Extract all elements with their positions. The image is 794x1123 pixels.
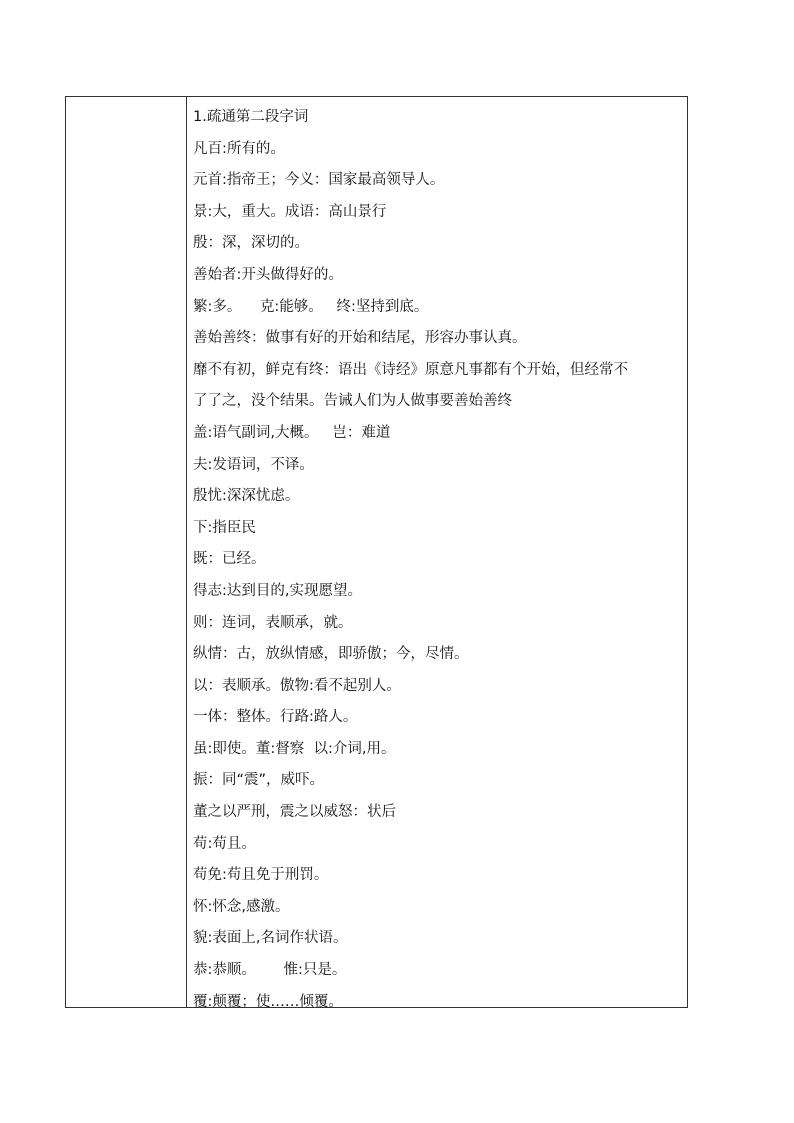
note-line: 了了之，没个结果。告诫人们为人做事要善始善终 xyxy=(193,393,512,410)
note-line: 凡百:所有的。 xyxy=(193,140,285,157)
note-line: 元首:指帝王；今义：国家最高领导人。 xyxy=(193,172,445,189)
note-line: 苟:苟且。 xyxy=(193,835,256,852)
note-line: 覆:颠覆；使……倾覆。 xyxy=(193,993,343,1010)
notes-table xyxy=(65,96,688,1008)
note-line: 夫:发语词，不译。 xyxy=(193,456,314,473)
note-line: 虽:即使。董:督察 以:介词,用。 xyxy=(193,740,396,757)
note-line: 景:大，重大。成语：高山景行 xyxy=(193,203,387,220)
table-right-cell xyxy=(187,97,687,1010)
note-line: 盖:语气副词,大概。 岂：难道 xyxy=(193,424,391,441)
note-line: 繁:多。 克:能够。 终:坚持到底。 xyxy=(193,298,429,315)
note-line: 殷：深，深切的。 xyxy=(193,235,309,252)
note-line: 善始善终：做事有好的开始和结尾，形容办事认真。 xyxy=(193,330,527,347)
note-line: 靡不有初，鲜克有终：语出《诗经》原意凡事都有个开始，但经常不 xyxy=(193,361,628,378)
note-line: 貌:表面上,名词作状语。 xyxy=(193,930,348,947)
note-line: 一体：整体。行路:路人。 xyxy=(193,709,358,726)
note-line: 恭:恭顺。 惟:只是。 xyxy=(193,962,347,979)
note-line: 苟免:苟且免于刑罚。 xyxy=(193,867,329,884)
note-line: 董之以严刑，震之以威怒：状后 xyxy=(193,804,396,821)
table-left-cell xyxy=(66,97,187,1007)
note-line: 纵情：古，放纵情感，即骄傲；今，尽情。 xyxy=(193,646,469,663)
note-line: 则：连词，表顺承，就。 xyxy=(193,614,353,631)
note-line: 善始者:开头做得好的。 xyxy=(193,266,343,283)
note-line: 以：表顺承。傲物:看不起别人。 xyxy=(193,677,401,694)
note-line: 怀:怀念,感激。 xyxy=(193,898,290,915)
note-line: 殷忧:深深忧虑。 xyxy=(193,488,300,505)
note-line: 振：同“震”，威吓。 xyxy=(193,772,325,789)
note-line: 得志:达到目的,实现愿望。 xyxy=(193,582,362,599)
section-heading: 1.疏通第二段字词 xyxy=(193,109,309,125)
note-line: 下:指臣民 xyxy=(193,519,256,536)
note-line: 既：已经。 xyxy=(193,551,266,568)
